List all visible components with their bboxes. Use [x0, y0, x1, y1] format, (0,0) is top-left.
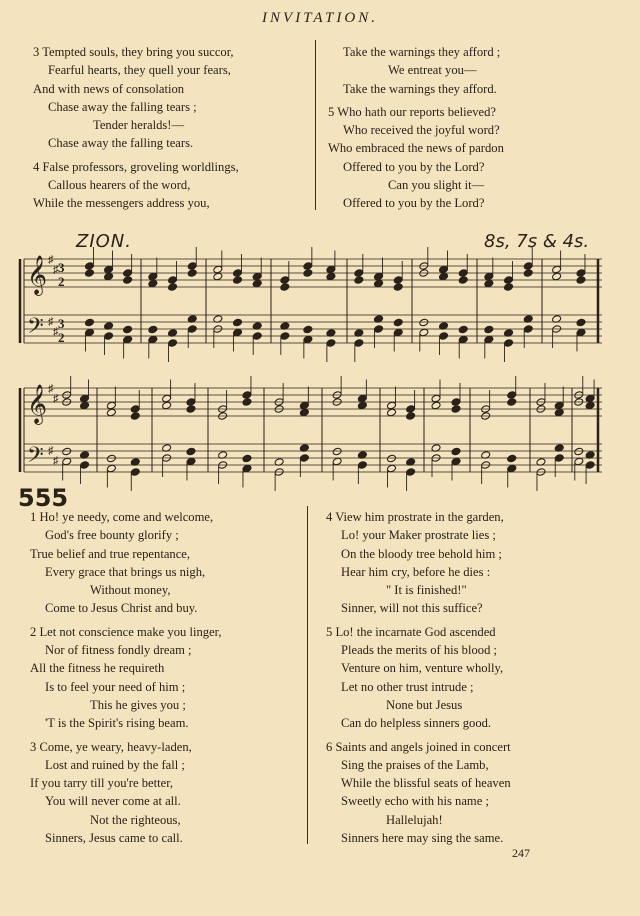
note-head — [439, 272, 449, 281]
note-head — [458, 276, 468, 285]
verse-line: Chase away the falling tears. — [48, 136, 194, 151]
note-head — [439, 265, 449, 274]
note-head — [585, 461, 595, 470]
verse-line: Nor of fitness fondly dream ; — [45, 643, 192, 658]
time-signature-numerator: 3 — [58, 260, 65, 275]
sharp-icon: ♯ — [53, 264, 59, 276]
note-head — [123, 335, 133, 344]
note-head — [523, 262, 533, 271]
note-head — [84, 269, 94, 278]
verse-line: All the fitness he requireth — [30, 661, 165, 676]
stanza — [326, 623, 511, 733]
note-head — [84, 262, 94, 271]
note-head — [106, 408, 116, 417]
verse-line: While the blissful seats of heaven — [341, 776, 511, 791]
note-head — [187, 325, 197, 334]
note-head — [187, 262, 197, 271]
verse-line: Sinners here may sing the same. — [341, 831, 504, 846]
verse-line: Hallelujah! — [386, 812, 443, 827]
note-head — [187, 269, 197, 278]
meter-label: 8s, 7s & 4s. — [484, 231, 590, 252]
note-head — [576, 328, 586, 337]
verse-line: " It is finished!" — [386, 583, 467, 598]
note-head — [130, 405, 140, 414]
note-head — [576, 269, 586, 278]
note-head — [80, 461, 90, 470]
verse-line: Tender heralds!— — [93, 118, 185, 133]
note-head — [80, 401, 90, 410]
verse-line: Venture on him, venture wholly, — [341, 661, 504, 676]
note-head — [451, 405, 461, 414]
verse-line: 5 Who hath our reports believed? — [328, 104, 496, 119]
verse-line: 3 Tempted souls, they bring you succor, — [33, 45, 234, 59]
note-head — [162, 401, 172, 410]
note-head — [148, 272, 158, 281]
note-head — [186, 398, 196, 407]
note-head — [252, 272, 262, 281]
sharp-icon: ♯ — [53, 393, 59, 405]
note-head — [357, 461, 367, 470]
note-head — [507, 464, 517, 473]
verse-line: Lo! your Maker prostrate lies ; — [341, 528, 496, 543]
note-head — [439, 332, 449, 341]
note-head — [354, 276, 364, 285]
note-head — [484, 325, 494, 334]
note-head — [106, 464, 116, 473]
note-head — [303, 269, 313, 278]
note-head — [252, 279, 262, 288]
note-head — [168, 276, 178, 285]
note-head — [104, 265, 114, 274]
note-head — [326, 339, 336, 348]
note-head — [299, 408, 309, 417]
note-head — [354, 339, 364, 348]
verse-line: Who received the joyful word? — [343, 123, 500, 138]
note-head — [507, 391, 517, 400]
verse-line: Hear him cry, before he dies : — [341, 564, 491, 579]
verse-line: Fearful hearts, they quell your fears, — [48, 63, 231, 78]
verse-line: God's free bounty glorify ; — [45, 528, 179, 543]
note-head — [387, 408, 397, 417]
note-head — [233, 276, 243, 285]
note-head — [357, 394, 367, 403]
note-head — [523, 325, 533, 334]
note-head — [303, 325, 313, 334]
verse-line: 2 Let not conscience make you linger, — [30, 624, 222, 639]
note-head — [484, 279, 494, 288]
verse-line: 4 False professors, groveling worldlings, — [33, 159, 239, 174]
note-head — [242, 454, 252, 463]
note-head — [62, 447, 72, 456]
verse-line: Offered to you by the Lord? — [343, 196, 485, 211]
verse-line: Can you slight it— — [388, 178, 485, 193]
verse-line: Sweetly echo with his name ; — [341, 794, 489, 809]
sharp-icon: ♯ — [53, 326, 59, 338]
note-head — [552, 265, 562, 274]
sharp-icon: ♯ — [48, 316, 54, 328]
note-head — [458, 269, 468, 278]
note-head — [84, 328, 94, 337]
note-head — [104, 332, 114, 341]
note-head — [186, 447, 196, 456]
verse-line: Come to Jesus Christ and buy. — [45, 601, 198, 616]
time-signature-numerator: 3 — [58, 316, 65, 331]
note-head — [387, 454, 397, 463]
tune-name: ZION. — [76, 231, 132, 252]
note-head — [576, 276, 586, 285]
verse-line: Offered to you by the Lord? — [343, 159, 485, 174]
note-head — [233, 318, 243, 327]
time-signature-denominator: 2 — [58, 274, 65, 289]
note-head — [484, 335, 494, 344]
verse-line: Chase away the falling tears ; — [48, 99, 197, 114]
verse-line: Take the warnings they afford. — [343, 81, 497, 96]
sharp-icon: ♯ — [53, 455, 59, 467]
note-head — [233, 328, 243, 337]
note-head — [576, 318, 586, 327]
note-head — [507, 454, 517, 463]
page-number: 247 — [512, 846, 530, 860]
verse-line: 3 Come, ye weary, heavy-laden, — [30, 739, 192, 754]
note-head — [280, 332, 290, 341]
running-head: INVITATION. — [262, 10, 378, 26]
note-head — [130, 468, 140, 477]
note-head — [484, 272, 494, 281]
verse-line: And with news of consolation — [33, 81, 185, 96]
note-head — [84, 318, 94, 327]
note-head — [213, 272, 223, 281]
note-head — [406, 412, 416, 421]
verse-line: Sinners, Jesus came to call. — [45, 831, 183, 846]
verse-line: 4 View him prostrate in the garden, — [326, 510, 504, 524]
note-head — [552, 272, 562, 281]
note-head — [326, 272, 336, 281]
note-head — [326, 265, 336, 274]
note-head — [393, 283, 403, 292]
verse-line: On the bloody tree behold him ; — [341, 546, 502, 561]
note-head — [148, 335, 158, 344]
verse-line: 6 Saints and angels joined in concert — [326, 739, 511, 754]
verse-line: Is to feel your need of him ; — [45, 679, 186, 694]
note-head — [458, 325, 468, 334]
sharp-icon: ♯ — [48, 445, 54, 457]
sharp-icon: ♯ — [48, 254, 54, 266]
hymn-right-column — [326, 508, 511, 852]
column-divider — [307, 506, 308, 844]
note-head — [387, 464, 397, 473]
verse-line: If you tarry till you're better, — [30, 776, 174, 791]
note-head — [80, 394, 90, 403]
note-head — [574, 457, 584, 466]
verse-line: Can do helpless sinners good. — [341, 716, 492, 731]
note-head — [406, 405, 416, 414]
note-head — [252, 332, 262, 341]
note-head — [431, 394, 441, 403]
verse-line: This he gives you ; — [90, 697, 186, 712]
treble-clef-icon: 𝄞 — [27, 255, 48, 295]
note-head — [458, 335, 468, 344]
verse-line: 'T is the Spirit's rising beam. — [45, 716, 189, 731]
note-head — [393, 328, 403, 337]
note-head — [393, 318, 403, 327]
note-head — [451, 457, 461, 466]
verse-line: None but Jesus — [386, 697, 463, 712]
note-head — [374, 325, 384, 334]
stanza — [326, 508, 511, 618]
time-signature-denominator: 2 — [58, 330, 65, 345]
note-head — [554, 454, 564, 463]
note-head — [130, 412, 140, 421]
note-head — [242, 398, 252, 407]
hymn-left-column — [30, 508, 221, 852]
verse-line: Take the warnings they afford ; — [343, 45, 501, 59]
note-head — [123, 325, 133, 334]
note-head — [303, 262, 313, 271]
note-head — [585, 401, 595, 410]
note-head — [554, 408, 564, 417]
note-head — [242, 391, 252, 400]
verse-line: Lost and ruined by the fall ; — [45, 757, 185, 772]
note-head — [106, 401, 116, 410]
sharp-icon: ♯ — [48, 383, 54, 395]
note-head — [186, 405, 196, 414]
note-head — [186, 457, 196, 466]
note-head — [280, 276, 290, 285]
verse-line: Not the righteous, — [90, 812, 181, 827]
note-head — [242, 464, 252, 473]
note-head — [419, 318, 429, 327]
note-head — [303, 335, 313, 344]
note-head — [554, 401, 564, 410]
verse-line: Let no other trust intrude ; — [341, 679, 474, 694]
stanza — [30, 623, 221, 733]
note-head — [106, 454, 116, 463]
note-head — [168, 339, 178, 348]
note-head — [123, 269, 133, 278]
note-head — [507, 398, 517, 407]
verse-line: Callous hearers of the word, — [48, 178, 191, 193]
note-head — [62, 457, 72, 466]
note-head — [332, 457, 342, 466]
verse-line: Sinner, will not this suffice? — [341, 601, 483, 616]
stanza — [326, 738, 511, 848]
verse-line: True belief and true repentance, — [30, 546, 191, 561]
note-head — [431, 401, 441, 410]
note-head — [148, 325, 158, 334]
verse-line: Sing the praises of the Lamb, — [341, 757, 489, 772]
note-head — [233, 269, 243, 278]
stanza — [30, 508, 221, 618]
verse-line: Every grace that brings us nigh, — [45, 564, 206, 579]
note-head — [280, 283, 290, 292]
verse-line: 5 Lo! the incarnate God ascended — [326, 624, 496, 639]
note-head — [374, 279, 384, 288]
note-head — [419, 328, 429, 337]
hymn-number: 555 — [18, 484, 69, 512]
bass-clef-icon: 𝄢 — [27, 314, 44, 344]
note-head — [162, 394, 172, 403]
note-head — [332, 447, 342, 456]
note-head — [213, 265, 223, 274]
note-head — [393, 276, 403, 285]
note-head — [585, 394, 595, 403]
verse-line: Who embraced the news of pardon — [328, 141, 504, 156]
note-head — [523, 269, 533, 278]
verse-line: 1 Ho! ye needy, come and welcome, — [30, 510, 214, 524]
verse-line: You will never come at all. — [45, 794, 181, 809]
verse-line: While the messengers address you, — [33, 196, 210, 211]
note-head — [387, 401, 397, 410]
note-head — [504, 283, 514, 292]
note-head — [374, 272, 384, 281]
note-head — [299, 454, 309, 463]
note-head — [504, 339, 514, 348]
treble-clef-icon: 𝄞 — [27, 384, 48, 424]
note-head — [451, 398, 461, 407]
note-head — [104, 272, 114, 281]
note-head — [504, 276, 514, 285]
bass-clef-icon: 𝄢 — [27, 443, 44, 473]
note-head — [354, 269, 364, 278]
note-head — [451, 447, 461, 456]
note-head — [357, 401, 367, 410]
verse-line: We entreat you— — [388, 63, 477, 78]
note-head — [406, 468, 416, 477]
verse-line: Pleads the merits of his blood ; — [341, 643, 498, 658]
note-head — [148, 279, 158, 288]
note-head — [168, 283, 178, 292]
note-head — [299, 401, 309, 410]
stanza — [30, 738, 221, 848]
note-head — [123, 276, 133, 285]
note-head — [574, 447, 584, 456]
verse-line: Without money, — [90, 583, 171, 598]
